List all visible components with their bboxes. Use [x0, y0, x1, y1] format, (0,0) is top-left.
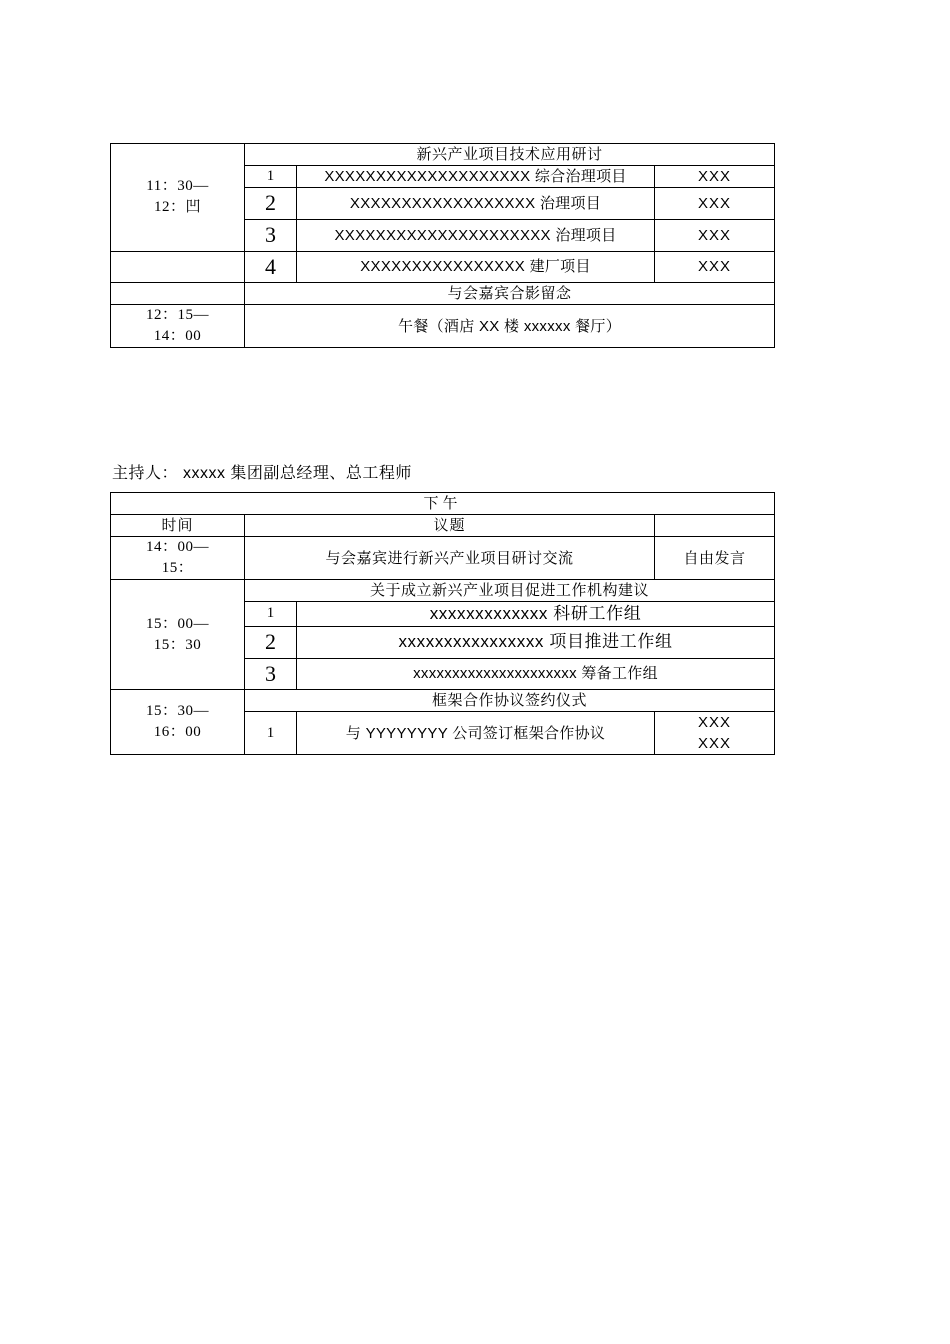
table-row	[111, 283, 775, 305]
item-note: XXX	[655, 188, 775, 220]
item-note: XXX	[655, 219, 775, 251]
host-line: 主持人： xxxxx 集团副总经理、总工程师	[112, 465, 412, 482]
table-row	[111, 305, 775, 348]
table-row	[111, 690, 775, 712]
item-number: 1	[245, 166, 297, 188]
table-row	[111, 537, 775, 580]
item-topic: 与会嘉宾进行新兴产业项目研讨交流	[245, 537, 655, 580]
time-cell: 15：30— 16：00	[111, 690, 245, 755]
section-title: 关于成立新兴产业项目促进工作机构建议	[245, 580, 775, 602]
table-row	[111, 144, 775, 166]
time-cell: 14：00— 15：	[111, 537, 245, 580]
item-number: 3	[245, 219, 297, 251]
item-topic: XXXXXXXXXXXXXXXX 建厂项目	[297, 251, 655, 283]
item-topic: 与 YYYYYYYY 公司签订框架合作协议	[297, 712, 655, 755]
section-title: 与会嘉宾合影留念	[245, 283, 775, 305]
item-topic: XXXXXXXXXXXXXXXXXXXX 综合治理项目	[297, 166, 655, 188]
table-row	[111, 580, 775, 602]
morning-agenda-table-wrapper	[110, 143, 774, 348]
column-header-topic: 议题	[245, 515, 655, 537]
time-cell: 12：15— 14：00	[111, 305, 245, 348]
column-header-note	[655, 515, 775, 537]
section-title: 框架合作协议签约仪式	[245, 690, 775, 712]
item-topic: XXXXXXXXXXXXXXXXXXXXX 治理项目	[297, 219, 655, 251]
afternoon-agenda-table-wrapper	[110, 492, 774, 755]
item-topic: xxxxxxxxxxxxxxxxxxxxx 筹备工作组	[297, 658, 775, 690]
item-number: 2	[245, 188, 297, 220]
item-number: 1	[245, 602, 297, 627]
table-row	[111, 251, 775, 283]
item-topic: xxxxxxxxxxxxxxxx 项目推进工作组	[297, 626, 775, 658]
item-note: XXX	[655, 251, 775, 283]
afternoon-title: 下午	[111, 493, 775, 515]
time-cell: 11：30— 12：凹	[111, 144, 245, 252]
morning-agenda-table	[110, 143, 775, 348]
item-number: 4	[245, 251, 297, 283]
item-topic: xxxxxxxxxxxxx 科研工作组	[297, 602, 775, 627]
table-header-row	[111, 515, 775, 537]
item-note: XXX XXX	[655, 712, 775, 755]
item-note: XXX	[655, 166, 775, 188]
table-row	[111, 493, 775, 515]
item-number: 3	[245, 658, 297, 690]
time-cell: 15：00— 15：30	[111, 580, 245, 690]
item-number: 2	[245, 626, 297, 658]
time-cell-empty	[111, 283, 245, 305]
item-note: 自由发言	[655, 537, 775, 580]
item-topic: XXXXXXXXXXXXXXXXXX 治理项目	[297, 188, 655, 220]
section-title: 新兴产业项目技术应用研讨	[245, 144, 775, 166]
lunch-info: 午餐（酒店 XX 楼 xxxxxx 餐厅）	[245, 305, 775, 348]
item-number: 1	[245, 712, 297, 755]
time-cell-empty	[111, 251, 245, 283]
afternoon-agenda-table	[110, 492, 775, 755]
column-header-time: 时间	[111, 515, 245, 537]
